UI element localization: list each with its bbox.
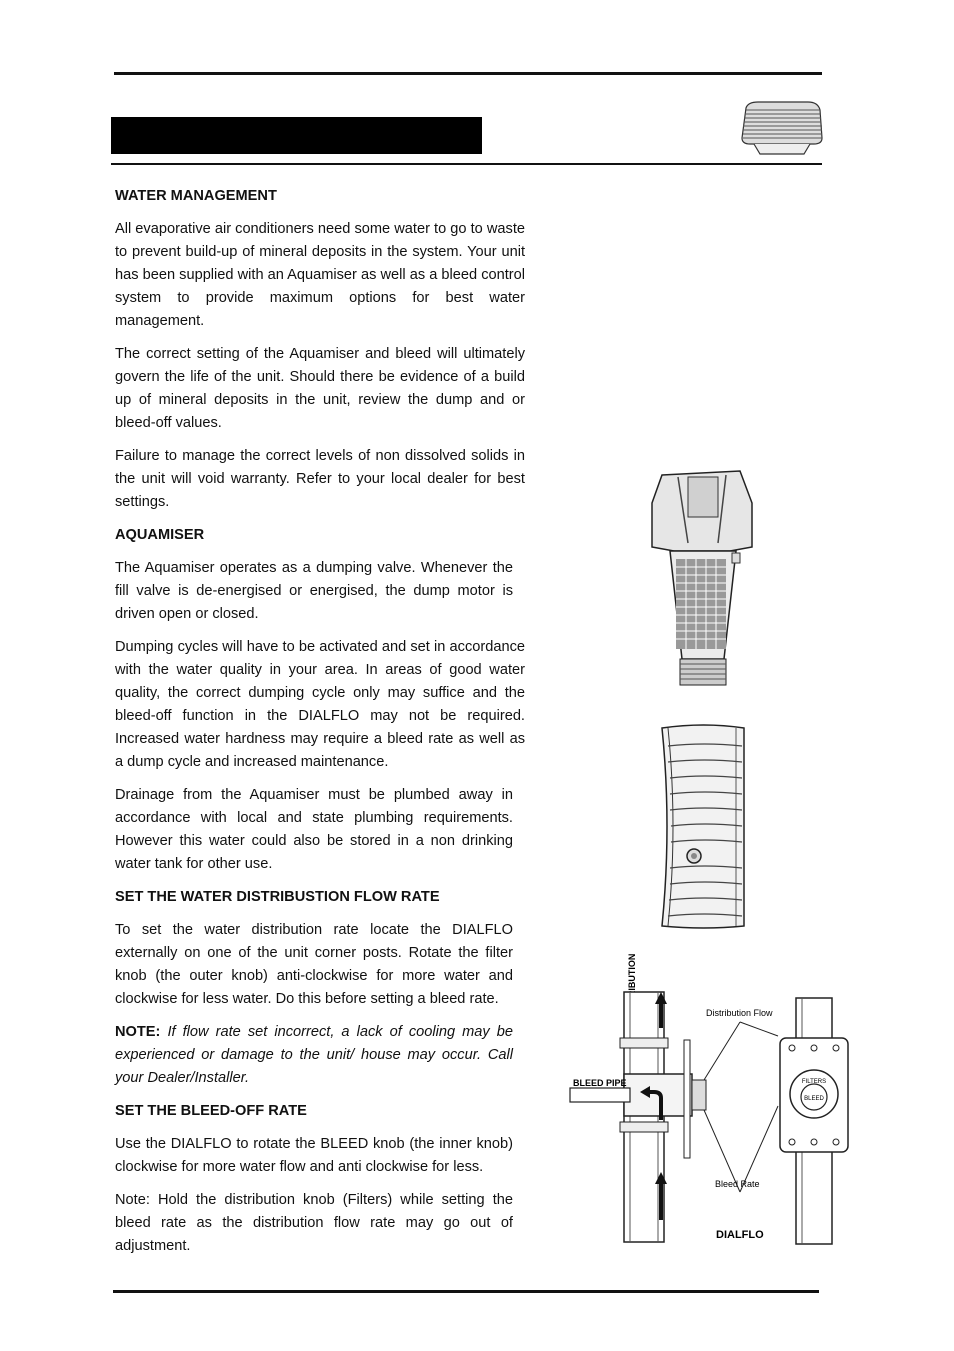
- flow-rate-heading: SET THE WATER DISTRIBUSTION FLOW RATE: [115, 889, 440, 905]
- top-rule: [114, 72, 822, 75]
- flow-rate-note: [115, 1021, 513, 1090]
- bleed-rate-label: Bleed Rate: [715, 1179, 760, 1189]
- aquamiser-p3: Drainage from the Aquamiser must be plumbed away in accordance with local and state plumbing requirements. However this water could also be stored in a non drinking water tank for other use.: [115, 787, 513, 872]
- water-management-p3: Failure to manage the correct levels of non dissolved solids in the unit will void warranty. Refer to your local dealer for best settings.: [115, 448, 525, 510]
- aquamiser-heading: AQUAMISER: [115, 527, 205, 543]
- air-conditioner-unit-icon: [738, 98, 824, 158]
- note-text: If flow rate set incorrect, a lack of cooling may be experienced or damage to the unit/ house may occur. Call your Dealer/Installer.: [115, 1024, 513, 1086]
- bleed-pipe-label: BLEED PIPE: [573, 1078, 627, 1088]
- aquamiser-p1: The Aquamiser operates as a dumping valve. Whenever the fill valve is de-energised or energised, the dump motor is driven open or closed.: [115, 560, 513, 622]
- aquamiser-p2: Dumping cycles will have to be activated and set in accordance with the water quality in your area. In areas of good water quality, the correct dumping cycle only may suffice and the bleed-off function in the DIALFLO may not be required. Increased water hardness may require a bleed rate as well as a dump cycle and increased maintenance.: [115, 639, 525, 770]
- body-column: [115, 185, 525, 1268]
- filters-label: FILTERS: [801, 1079, 827, 1085]
- header-title-bar: [111, 117, 482, 154]
- bleed-off-p2: Note: Hold the distribution knob (Filters) while setting the bleed rate as the distribution flow rate may go out of adjustment.: [115, 1192, 513, 1254]
- water-management-p1: All evaporative air conditioners need some water to go to waste to prevent build-up of mineral deposits in the system. Your unit has been supplied with an Aquamiser as well as a bleed control system to provide maximum options for best water management.: [115, 221, 525, 329]
- water-management-heading: WATER MANAGEMENT: [115, 188, 277, 204]
- note-label: NOTE:: [115, 1024, 161, 1040]
- footer-rule: [113, 1290, 819, 1293]
- aquamiser-valve-icon: [640, 463, 765, 691]
- bleed-off-p1: Use the DIALFLO to rotate the BLEED knob (the inner knob) clockwise for more water flow and anti clockwise for less.: [115, 1136, 513, 1175]
- header-rule: [111, 163, 822, 165]
- corner-post-icon: [654, 722, 750, 932]
- flow-rate-p1: To set the water distribution rate locate the DIALFLO externally on one of the unit corner posts. Rotate the filter knob (the outer knob) anti-clockwise for more water and clockwise for less water. Do this before setting a bleed rate.: [115, 922, 513, 1007]
- distribution-flow-label: Distribution Flow: [706, 1008, 773, 1018]
- water-management-p2: The correct setting of the Aquamiser and bleed will ultimately govern the life of the unit. Should there be evidence of a build up of mineral deposits in the unit, review the dump and or bleed-off values.: [115, 346, 525, 431]
- dialflo-label: DIALFLO: [716, 1229, 764, 1241]
- bleed-off-heading: SET THE BLEED-OFF RATE: [115, 1103, 307, 1119]
- bleed-label: BLEED: [804, 1096, 824, 1102]
- dialflo-diagram: [564, 930, 854, 1245]
